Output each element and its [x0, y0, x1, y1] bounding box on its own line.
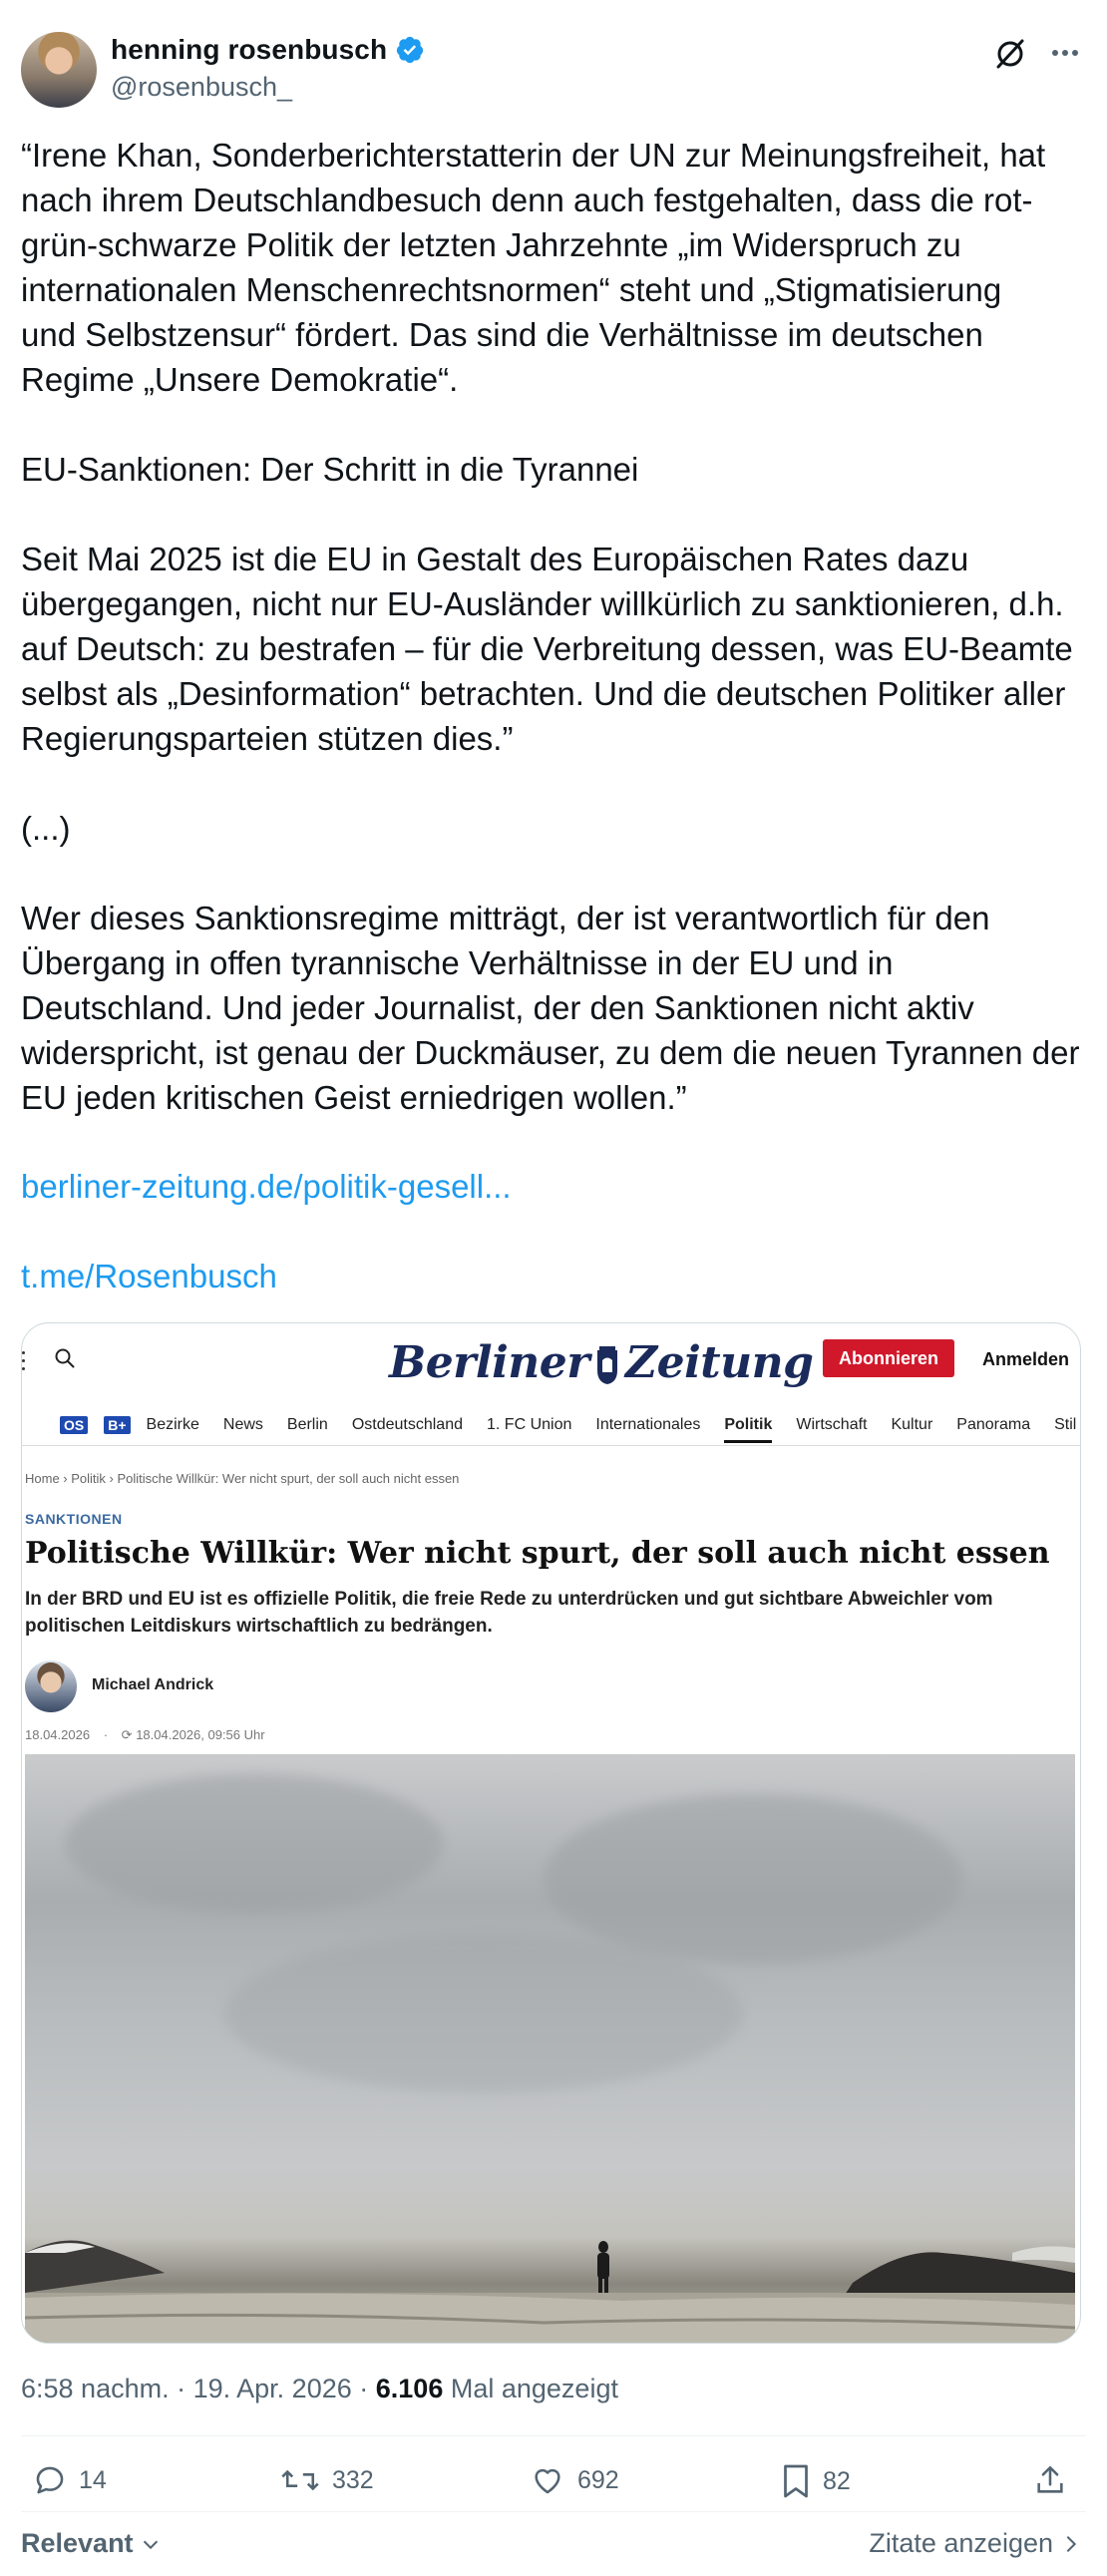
nav-item: Panorama: [956, 1416, 1031, 1433]
divider: [21, 2435, 1086, 2436]
tweet-text: “Irene Khan, Sonderberichterstatterin der UN zur Meinungsfreiheit, hat nach ihrem Deutschlandbesuch denn auch festgehalten, dass die rot- grün-schwarze Politik der letzten Jahrzehnte „im Widerspruch zu internationalen Menschenrechtsnormen“ steht und „Stigmatisierung und Selbstzensur“ fördert. Das sind die Verhältnisse im deutschen Regime „Unsere Demokratie“. EU-Sanktionen: Der Schritt in die Tyrannei Seit Mai 2025 ist die EU in Gestalt des Europäischen Rates dazu übergegangen, nicht nur EU-Ausländer willkürlich zu sanktionieren, d.h. auf Deutsch: zu bestrafen – für die Verbreitung dessen, was EU-Beamte selbst als „Desinformation“ betrachten. Und die deutschen Politiker aller Regierungsparteien stützen dies.” (...) Wer dieses Sanktionsregime mitträgt, der ist verantwortlich für den Übergang in offen tyrannische Verhältnisse in der EU und in Deutschland. Und jeder Journalist, der den Sanktionen nicht aktiv widerspricht, ist genau der Duckmäuser, zu dem die neuen Tyrannen der EU jeden kritischen Geist erniedrigen wollen.”: [21, 137, 1080, 1116]
bookmark-button[interactable]: [781, 2463, 851, 2499]
share-button[interactable]: [1033, 2463, 1067, 2497]
share-icon: [1033, 2463, 1067, 2497]
nav-item: News: [222, 1416, 263, 1433]
like-count: 692: [577, 2465, 619, 2494]
reply-button[interactable]: [33, 2463, 107, 2497]
landscape-graphic: [25, 1754, 1075, 2343]
chevron-down-icon: [140, 2533, 162, 2555]
repost-count: 332: [332, 2465, 374, 2494]
article-headline: Politische Willkür: Wer nicht spurt, der soll auch nicht essen: [25, 1536, 1050, 1571]
like-button[interactable]: [530, 2463, 619, 2497]
article-lead: In der BRD und EU ist es offizielle Politik, die freie Rede zu unterdrücken und gut sichtbare Abweichler vom politischen Leitdiskurs wirtschaftlich zu bedrängen.: [25, 1589, 993, 1637]
nav-badge-bplus: B+: [104, 1416, 130, 1434]
author-name[interactable]: henning rosenbusch: [111, 34, 388, 65]
grok-icon[interactable]: [992, 36, 1028, 72]
repost-icon: [280, 2463, 320, 2497]
nav-item: Ostdeutschland: [351, 1416, 463, 1433]
heart-icon: [530, 2463, 565, 2497]
nav-divider: [22, 1445, 1080, 1446]
site-nav: [60, 1407, 1080, 1443]
article-author: Michael Andrick: [92, 1676, 214, 1693]
author-handle[interactable]: @rosenbusch_: [111, 72, 293, 102]
login-link: Anmelden: [982, 1349, 1070, 1369]
quotes-label[interactable]: Zitate anzeigen: [869, 2528, 1053, 2558]
nav-item-active: Politik: [724, 1416, 772, 1443]
article-photo: [25, 1754, 1075, 2343]
repost-button[interactable]: [280, 2463, 374, 2497]
divider: [21, 2511, 1086, 2512]
search-icon: [54, 1347, 76, 1369]
post-time[interactable]: 6:58 nachm.: [21, 2374, 170, 2403]
views-label: Mal angezeigt: [450, 2374, 618, 2403]
more-options-icon[interactable]: [1047, 38, 1083, 68]
post-timestamp[interactable]: 6:58 nachm. · 19. Apr. 2026 · 6.106 Mal angezeigt: [21, 2374, 618, 2403]
refresh-icon: ⟳: [121, 1727, 133, 1742]
nav-item: Kultur: [891, 1416, 933, 1433]
nav-badge-os: OS: [60, 1416, 88, 1434]
article-dates: 18.04.2026 · ⟳ 18.04.2026, 09:56 Uhr: [25, 1727, 265, 1742]
article-link[interactable]: berliner-zeitung.de/politik-gesell...: [21, 1168, 512, 1205]
sort-label[interactable]: Relevant: [21, 2528, 134, 2558]
bookmark-icon: [781, 2463, 811, 2499]
site-header: [22, 1323, 1080, 1403]
chevron-right-icon: [1061, 2533, 1081, 2555]
post-date[interactable]: 19. Apr. 2026: [192, 2374, 352, 2403]
bear-crest-icon: [593, 1346, 621, 1386]
nav-item: Wirtschaft: [796, 1416, 868, 1433]
bookmark-count: 82: [823, 2466, 851, 2495]
menu-icon: [22, 1351, 26, 1373]
nav-item: Internationales: [595, 1416, 701, 1433]
person-silhouette: [597, 2241, 609, 2293]
article-kicker: SANKTIONEN: [25, 1511, 123, 1527]
verified-badge-icon: [395, 35, 425, 65]
reply-icon: [33, 2463, 67, 2497]
nav-item: Berlin: [286, 1416, 328, 1433]
nav-item: 1. FC Union: [487, 1416, 572, 1433]
reply-count: 14: [79, 2465, 107, 2494]
sort-replies-dropdown[interactable]: [21, 2528, 162, 2559]
subscribe-button: Abonnieren: [823, 1339, 954, 1377]
date-updated: 18.04.2026, 09:56 Uhr: [136, 1727, 265, 1742]
nav-item: Bezirke: [146, 1416, 199, 1433]
view-quotes-link[interactable]: [869, 2528, 1081, 2559]
breadcrumb: Home › Politik › Politische Willkür: Wer nicht spurt, der soll auch nicht essen: [25, 1471, 460, 1486]
action-bar: [21, 2463, 1088, 2507]
view-count: 6.106: [375, 2374, 444, 2403]
article-author-avatar: [25, 1660, 77, 1712]
author-avatar[interactable]: [21, 32, 97, 108]
site-logo: Berliner Zeitung: [389, 1337, 814, 1388]
nav-item: Stil: [1054, 1416, 1077, 1433]
telegram-link[interactable]: t.me/Rosenbusch: [21, 1258, 277, 1294]
date-published: 18.04.2026: [25, 1727, 91, 1742]
media-card[interactable]: [21, 1322, 1081, 2344]
